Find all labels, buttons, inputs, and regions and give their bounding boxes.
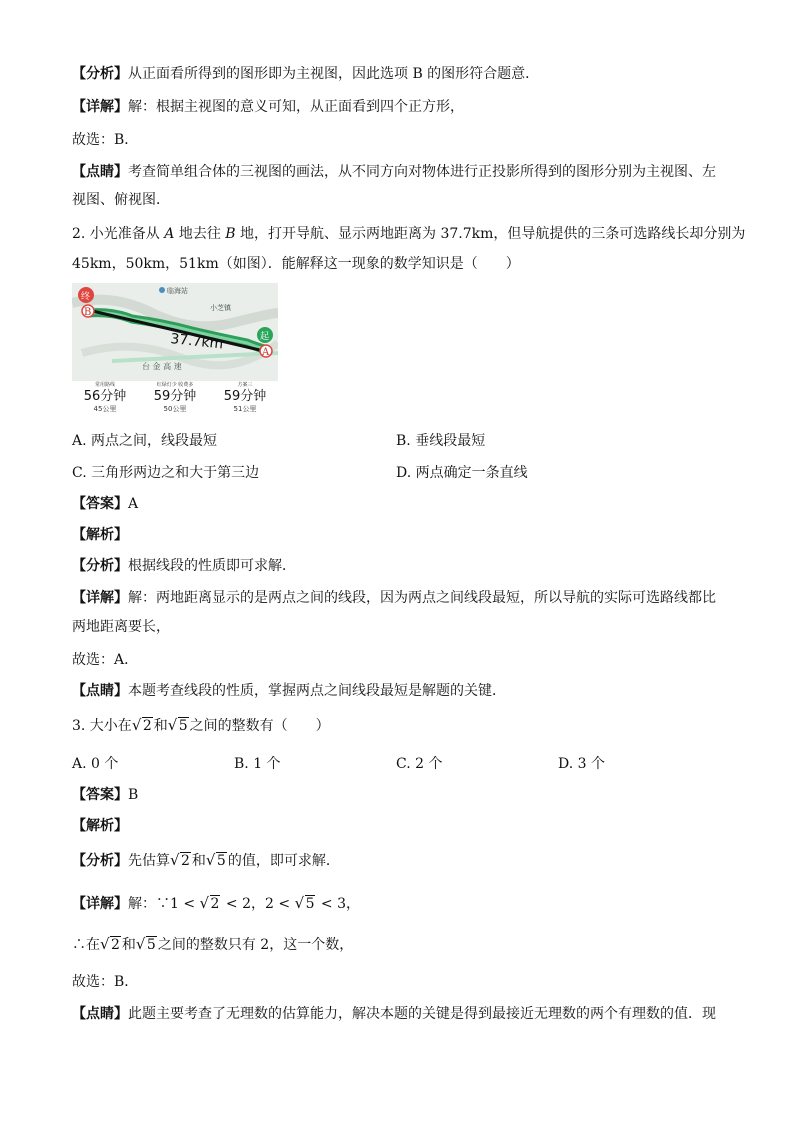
route-summary bbox=[72, 381, 278, 421]
q3-stem: 3. 大小在√ 2 和√ 5 之间的整数有（ ） bbox=[72, 716, 732, 736]
q1-analysis: 【分析】从正面看所得到的图形即为主视图，因此选项 B 的图形符合题意． bbox=[72, 66, 540, 82]
sqrt-2: √ 2 bbox=[171, 851, 191, 871]
road-label: 台 金 高 速 bbox=[142, 362, 182, 371]
place-label-1: 临海站 bbox=[167, 287, 188, 295]
q2-option-c: C. 三角形两边之和大于第三边 bbox=[72, 465, 260, 481]
end-badge-label: 终 bbox=[81, 292, 91, 302]
q3-option-a: A. 0 个 bbox=[72, 756, 119, 772]
q3-comment: 【点睛】此题主要考查了无理数的估算能力，解决本题的关键是得到最接近无理数的两个有理数的值．现 bbox=[72, 1006, 716, 1022]
q2-stem-line2: 45km，50km，51km（如图）．能解释这一现象的数学知识是（ ） bbox=[72, 256, 520, 272]
q2-answer: 【答案】A bbox=[72, 496, 139, 512]
q2-comment: 【点睛】本题考查线段的性质，掌握两点之间线段最短是解题的关键． bbox=[72, 683, 506, 699]
sqrt-5: √ 5 bbox=[169, 716, 189, 736]
q3-analysis: 【分析】先估算√ 2 和√ 5 的值，即可求解． bbox=[72, 851, 732, 871]
q1-comment: 【点睛】考查简单组合体的三视图的画法，从不同方向对物体进行正投影所得到的图形分别为主视图、左 bbox=[72, 164, 716, 180]
q1-choice: 故选：B． bbox=[72, 132, 139, 148]
q1-detail: 【详解】解：根据主视图的意义可知，从正面看到四个正方形， bbox=[72, 99, 464, 115]
route-option-1[interactable]: 常用路线 56分钟 45公里 bbox=[83, 382, 127, 413]
sqrt-5: √ 5 bbox=[296, 894, 316, 914]
sqrt-5: √ 5 bbox=[207, 851, 227, 871]
q2-option-b: B. 垂线段最短 bbox=[396, 433, 486, 449]
q3-option-c: C. 2 个 bbox=[396, 756, 443, 772]
q2-detail: 【详解】解：两地距离显示的是两点之间的线段，因为两点之间线段最短，所以导航的实际可选路线都比 bbox=[72, 590, 716, 606]
sqrt-2: √ 2 bbox=[101, 935, 121, 955]
sqrt-2: √ 2 bbox=[133, 716, 153, 736]
q3-choice: 故选：B． bbox=[72, 974, 139, 990]
q3-conclusion: ∴在√ 2 和√ 5 之间的整数只有 2，这一个数， bbox=[72, 935, 732, 955]
point-a-label: A bbox=[262, 347, 270, 358]
place-label-2: 小芝镇 bbox=[210, 304, 231, 312]
station-icon bbox=[159, 287, 165, 293]
q1-comment-cont: 视图、俯视图． bbox=[72, 192, 170, 208]
sqrt-5: √ 5 bbox=[137, 935, 157, 955]
q2-analysis: 【分析】根据线段的性质即可求解． bbox=[72, 558, 296, 574]
q3-option-d: D. 3 个 bbox=[558, 756, 605, 772]
map-image bbox=[72, 283, 278, 381]
distance-label: 37.7km bbox=[169, 331, 224, 353]
route-option-3[interactable]: 方案三 59分钟 51公里 bbox=[223, 382, 267, 413]
q2-option-d: D. 两点确定一条直线 bbox=[396, 465, 528, 481]
q3-detail: 【详解】解：∵1 < √ 2 < 2，2 < √ 5 < 3， bbox=[72, 894, 732, 914]
point-b-label: B bbox=[84, 307, 92, 318]
start-badge-label: 起 bbox=[260, 332, 270, 342]
q2-option-a: A. 两点之间，线段最短 bbox=[72, 433, 218, 449]
sqrt-2: √ 2 bbox=[201, 894, 221, 914]
q2-analysis-heading: 【解析】 bbox=[72, 527, 128, 543]
route-option-2[interactable]: 红绿灯少 收费多 59分钟 50公里 bbox=[153, 382, 197, 413]
q3-answer: 【答案】B bbox=[72, 787, 139, 803]
q3-option-b: B. 1 个 bbox=[234, 756, 281, 772]
q2-detail-cont: 两地距离要长， bbox=[72, 619, 170, 635]
navigation-map-figure bbox=[72, 283, 278, 420]
q2-choice: 故选：A． bbox=[72, 652, 139, 668]
q2-stem-line1: 2. 小光准备从 A 地去往 B 地，打开导航、显示两地距离为 37.7km，但导航提供的三条可选路线长却分别为 bbox=[72, 226, 746, 242]
q3-analysis-heading: 【解析】 bbox=[72, 818, 128, 834]
